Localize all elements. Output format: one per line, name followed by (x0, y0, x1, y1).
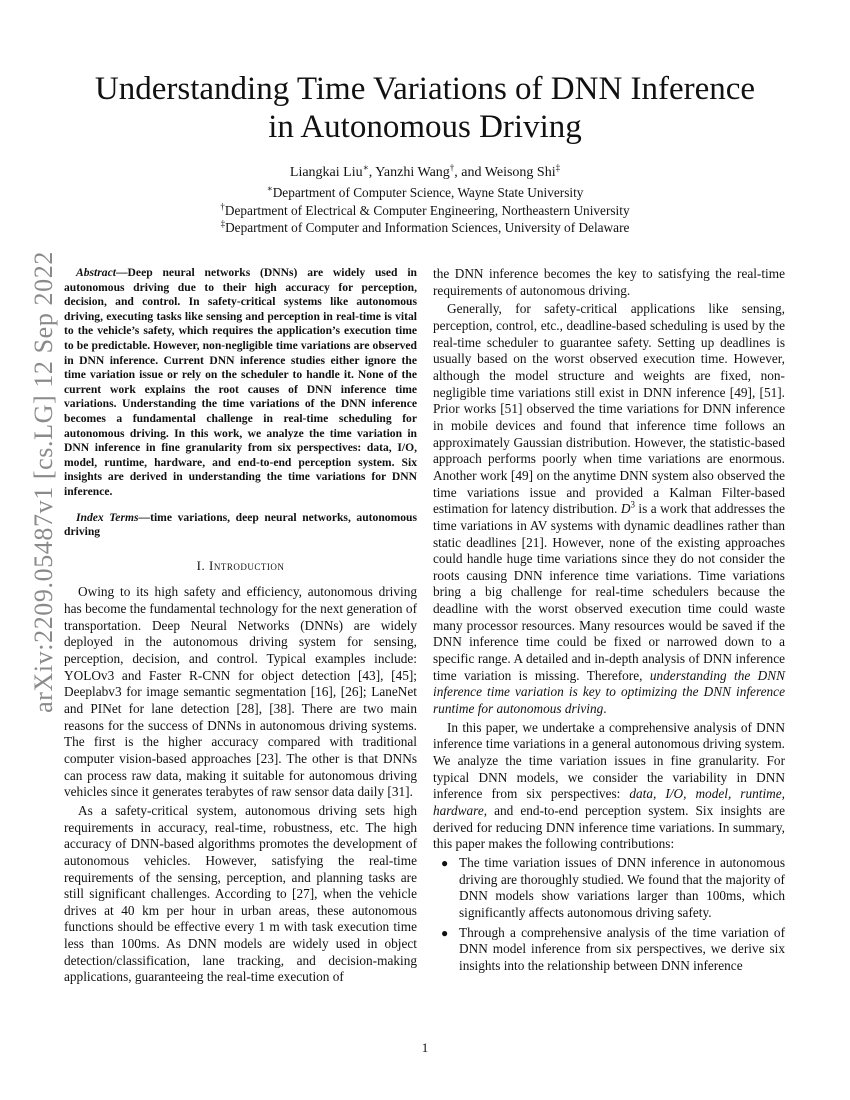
index-terms-text: —time variations, deep neural networks, autonomous driving (64, 510, 417, 539)
title-line-1: Understanding Time Variations of DNN Inference (94, 71, 756, 107)
affiliation-text: Department of Electrical & Computer Engineering, Northeastern University (224, 202, 630, 218)
paragraph-text: , and end-to-end perception system. Six insights are derived for reducing DNN inference time variations. In summary, this paper makes the following contributions: (433, 803, 785, 852)
paragraph-text: Generally, for safety-critical applications like sensing, perception, control, etc., deadline-based scheduling is used by the real-time scheduler to guarantee safety. Setting up deadlines is usually based on the worst observed execution time. However, although the model structure and weights are fixed, non-negligible time variations still exist in DNN inference [49], [51]. Prior works [51] observed the time variations for DNN inference in mobile devices and found that inference time follows an approximately Gaussian distribution. However, the statistic-based approach performs poorly when time variations are enormous. Another work [49] on the anytime DNN system also observed the time variations issue and provided a Kalman Filter-based estimation for latency distribution. (433, 301, 785, 517)
list-item (441, 924, 785, 975)
index-terms (64, 511, 417, 540)
body-paragraph: As a safety-critical system, autonomous driving sets high requirements in accuracy, real-time, robustness, etc. The high accuracy of DNN-based algorithms promotes the development of autonomous vehicles. However, satisfying the real-time requirements of the sensing, perception, and planning tasks are still significant challenges. According to [27], when the vehicle drives at 40 km per hour in urban areas, these autonomous functions should be effective every 1 m with task execution time less than 100ms. As DNN models are widely used in object detection/classification, lane tracking, and decision-making applications, guaranteeing the real-time execution of (64, 802, 417, 985)
bullet-icon: ● (441, 855, 449, 870)
affiliation-mark: † (220, 201, 225, 212)
paragraph-text: . (603, 701, 607, 717)
abstract-text: —Deep neural networks (DNNs) are widely used in autonomous driving due to their high accuracy for perception, decision, and control. In safety-critical systems like autonomous driving, executing tasks like sensing and perception in real-time is vital to the vehicle’s safety, which requires the application’s execution time to be predictable. However, non-negligible time variations are observed in DNN inference. Current DNN inference studies either ignore the time variation issue or rely on the scheduler to handle it. None of the current work explains the root causes of DNN inference time variations. Understanding the time variations of the DNN inference becomes a fundamental challenge in real-time scheduling for autonomous driving. In this work, we analyze the time variation in DNN inference in fine granularity from six perspectives: data, I/O, model, runtime, hardware, and end-to-end perception system. Six insights are derived in understanding the time variations for DNN inference. (64, 266, 417, 498)
body-paragraph (433, 301, 785, 717)
affiliation (60, 219, 790, 237)
d3-superscript: 3 (630, 499, 635, 510)
index-terms-lead: Index Terms (76, 510, 139, 524)
left-column (64, 266, 417, 988)
body-paragraph (433, 720, 785, 853)
title-line-2: in Autonomous Driving (268, 109, 582, 145)
affiliation-mark: ‡ (220, 218, 226, 229)
body-paragraph: the DNN inference becomes the key to satisfying the real-time requirements of autonomous driving. (433, 266, 785, 298)
affiliation (60, 202, 790, 220)
section-heading: I. Introduction (196, 557, 285, 573)
author-3: , and Weisong Shi (454, 165, 556, 180)
abstract (64, 266, 417, 500)
key-statement: understanding the DNN inference time variation is key to optimizing the DNN inference runtime for autonomous driving (433, 667, 786, 717)
paper-title (60, 70, 790, 146)
affiliation (60, 184, 790, 202)
author-2-mark: † (449, 162, 455, 173)
list-item-text: The time variation issues of DNN inference in autonomous driving are thoroughly studied. We found that the majority of DNN models show variations larger than 100ms, which significantly affects autonomous driving safety. (459, 854, 785, 920)
bullet-icon: ● (441, 925, 449, 940)
author-1-mark: ∗ (362, 162, 369, 173)
list-item-text: Through a comprehensive analysis of the time variation of DNN model inference from six perspectives, we derive six insights into the relationship between DNN inference (459, 924, 785, 973)
contribution-list (433, 855, 785, 975)
author-2: , Yanzhi Wang (368, 165, 450, 180)
d3-symbol: D (620, 501, 631, 517)
arxiv-identifier-stamp: arXiv:2209.05487v1 [cs.LG] 12 Sep 2022 (29, 251, 58, 713)
paragraph-text: is a work that addresses the time variations in AV systems with dynamic deadlines rather than static deadlines [21]. However, none of the existing approaches could handle huge time variations since they do not consider the roots causing DNN inference time variations. Time variations bring a big challenge for real-time schedulers because the deadline with the worst observed execution time could waste many processor resources. Many resources would be saved if the DNN inference time could be fixed or narrowed down to a specific range. A detailed and in-depth analysis of DNN inference time variation is missing. Therefore, (433, 501, 785, 683)
abstract-lead: Abstract (76, 266, 116, 279)
list-item (441, 854, 785, 922)
perspective-list: data, I/O, model, runtime, hardware (433, 786, 785, 818)
right-column (433, 266, 785, 978)
paragraph-text: In this paper, we undertake a comprehensive analysis of DNN inference time variations in a general autonomous driving system. We analyze the time variation issues in fine granularity. For typical DNN models, we consider the variability in DNN inference from six perspectives: (433, 719, 785, 802)
affiliation-text: Department of Computer and Information Sciences, University of Delaware (225, 220, 630, 236)
body-paragraph: Owing to its high safety and efficiency, autonomous driving has become the fundamental technology for the next generation of transportation. Deep Neural Networks (DNNs) are widely deployed in the autonomous driving system for sensing, perception, decision, and control. Typical examples include: YOLOv3 and Faster R-CNN for object detection [43], [45]; Deeplabv3 for image semantic segmentation [16], [26]; LaneNet and PINet for lane detection [28], [38]. There are two main reasons for the success of DNNs in autonomous driving systems. The first is the higher accuracy compared with traditional computer vision-based approaches [23]. The other is that DNNs can process raw data, making it suitable for autonomous driving vehicles since it generates terabytes of raw sensor data daily [31]. (64, 584, 417, 800)
affiliation-mark: ∗ (266, 183, 273, 194)
page-number: 1 (421, 1040, 429, 1055)
affiliation-text: Department of Computer Science, Wayne State University (272, 185, 584, 200)
author-1: Liangkai Liu (289, 165, 363, 180)
author-3-mark: ‡ (555, 162, 561, 173)
author-list (60, 164, 790, 182)
affiliation-list (60, 184, 790, 237)
